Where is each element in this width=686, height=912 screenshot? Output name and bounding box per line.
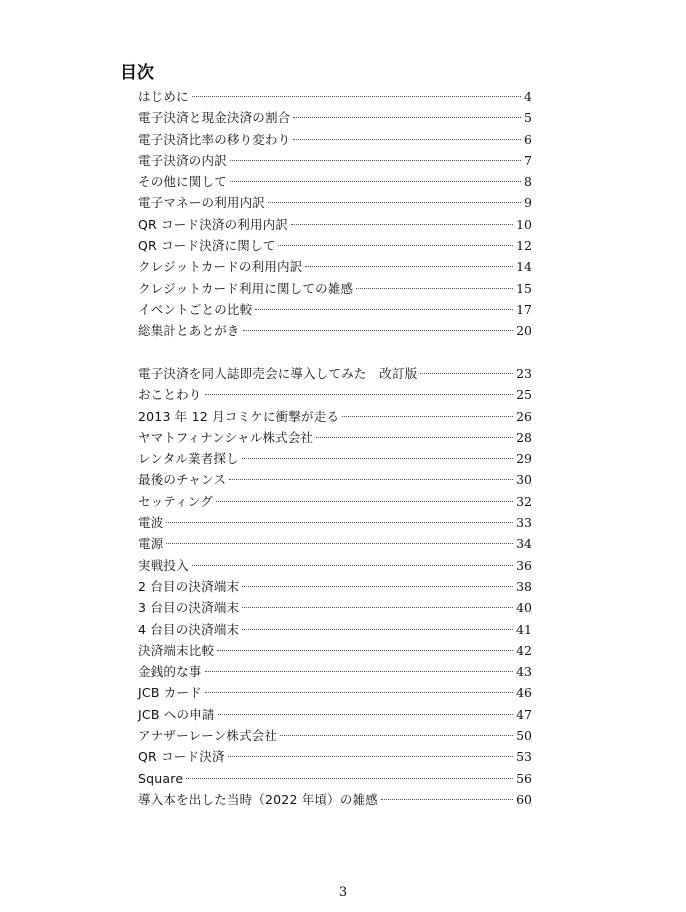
toc-entry-page: 8 (524, 174, 532, 190)
toc-leader-dots (293, 117, 521, 118)
toc-entry-label: JCB への申請 (138, 706, 215, 722)
toc-entry-page: 43 (516, 664, 532, 680)
toc-entry-label: ヤマトフィナンシャル株式会社 (138, 429, 314, 445)
toc-entry[interactable] (138, 469, 532, 490)
toc-leader-dots (205, 671, 514, 672)
toc-entry[interactable] (138, 427, 532, 448)
page-number: 3 (338, 885, 348, 900)
toc-entry-page: 46 (516, 685, 532, 701)
toc-leader-dots (342, 416, 513, 417)
toc-entry-page: 47 (516, 706, 532, 722)
toc-entry-page: 17 (516, 301, 532, 317)
toc-entry-page: 26 (516, 408, 532, 424)
toc-entry[interactable] (138, 192, 532, 213)
toc-leader-dots (192, 96, 521, 97)
toc-entry[interactable] (138, 299, 532, 320)
toc-entry-label: 電波 (138, 515, 164, 531)
toc-entry[interactable] (138, 107, 532, 128)
toc-entry-label: 最後のチャンス (138, 472, 227, 488)
toc-entry-page: 50 (516, 728, 532, 744)
toc-entry-label: 3 台目の決済端末 (138, 600, 240, 616)
toc-entry-label: 2013 年 12 月コミケに衝撃が走る (138, 408, 340, 424)
toc-entry[interactable] (138, 363, 532, 384)
toc-entry[interactable] (138, 150, 532, 171)
toc-entry-label: 電子決済の内訳 (138, 152, 227, 168)
toc-entry-page: 28 (516, 429, 532, 445)
toc-entry-label: はじめに (138, 89, 189, 104)
toc-leader-dots (316, 437, 513, 438)
toc-entry[interactable] (138, 725, 532, 746)
toc-leader-dots (242, 607, 513, 608)
toc-leader-dots (192, 565, 513, 566)
toc-entry[interactable] (138, 661, 532, 682)
toc-entry-page: 5 (524, 110, 532, 126)
toc-entry[interactable] (138, 746, 532, 767)
toc-entry[interactable] (138, 86, 532, 107)
toc-entry-page: 53 (516, 749, 532, 765)
toc-entry-label: JCB カード (138, 685, 202, 701)
toc-leader-dots (280, 735, 513, 736)
toc-leader-dots (278, 245, 513, 246)
toc-leader-dots (242, 629, 513, 630)
toc-entry[interactable] (138, 512, 532, 533)
toc-entry-label: Square (138, 770, 184, 786)
toc-entry-label: 電源 (138, 536, 164, 552)
toc-entry-label: セッティング (138, 493, 213, 509)
toc-entry-page: 36 (516, 557, 532, 573)
toc-entry-page: 25 (516, 387, 532, 403)
toc-leader-dots (291, 224, 513, 225)
toc-entry[interactable] (138, 129, 532, 150)
toc-entry-page: 10 (516, 216, 532, 232)
toc-entry[interactable] (138, 406, 532, 427)
toc-entry-label: 導入本を出した当時（2022 年頃）の雑感 (138, 791, 378, 807)
toc-entry-label: 総集計とあとがき (138, 323, 240, 339)
toc-entry-label: おことわり (138, 387, 202, 403)
toc-leader-dots (255, 309, 513, 310)
toc-entry-label: クレジットカード利用に関しての雑感 (138, 280, 354, 296)
toc-entry-label: クレジットカードの利用内訳 (138, 259, 303, 275)
toc-entry-page: 32 (516, 493, 532, 509)
toc-leader-dots (216, 501, 513, 502)
toc-entry[interactable] (138, 640, 532, 661)
toc-entry-label: 金銭的な事 (138, 664, 202, 680)
toc-title: 目次 (120, 63, 154, 83)
toc-entry[interactable] (138, 576, 532, 597)
toc-leader-dots (230, 160, 521, 161)
toc-entry-page: 6 (524, 131, 532, 147)
toc-entry-label: 実戦投入 (138, 557, 189, 573)
toc-entry[interactable] (138, 256, 532, 277)
toc-entry-page: 41 (516, 621, 532, 637)
toc-entry[interactable] (138, 235, 532, 256)
toc-entry-label: 電子マネーの利用内訳 (138, 195, 266, 211)
toc-entry-page: 34 (516, 536, 532, 552)
toc-leader-dots (228, 756, 513, 757)
toc-leader-dots (229, 479, 513, 480)
toc-leader-dots (230, 181, 521, 182)
toc-leader-dots (166, 522, 513, 523)
toc-leader-dots (218, 714, 514, 715)
toc-leader-dots (420, 373, 513, 374)
toc-entry-label: 電子決済を同人誌即売会に導入してみた 改訂版 (138, 366, 418, 381)
toc-entry[interactable] (138, 533, 532, 554)
toc-entry-page: 7 (524, 152, 532, 168)
toc-entry-label: 電子決済比率の移り変わり (138, 131, 291, 147)
toc-leader-dots (186, 778, 513, 779)
toc-entry-page: 12 (516, 238, 532, 254)
toc-entry-label: 決済端末比較 (138, 642, 215, 658)
toc-entry-label: 2 台目の決済端末 (138, 578, 240, 594)
toc-section-2 (138, 363, 532, 810)
toc-entry-page: 23 (516, 366, 532, 381)
toc-entry-page: 38 (516, 578, 532, 594)
toc-entry-label: QR コード決済の利用内訳 (138, 216, 289, 232)
toc-leader-dots (305, 266, 513, 267)
toc-entry-page: 29 (516, 451, 532, 467)
toc-entry-label: アナザーレーン株式会社 (138, 728, 278, 744)
toc-leader-dots (242, 458, 513, 459)
toc-entry-page: 15 (516, 280, 532, 296)
toc-entry-page: 56 (516, 770, 532, 786)
toc-entry-label: QR コード決済 (138, 749, 225, 765)
toc-leader-dots (356, 288, 513, 289)
toc-entry[interactable] (138, 278, 532, 299)
toc-entry[interactable] (138, 789, 532, 810)
toc-entry-page: 40 (516, 600, 532, 616)
toc-entry-label: QR コード決済に関して (138, 238, 276, 254)
toc-entry[interactable] (138, 619, 532, 640)
toc-entry-page: 20 (516, 323, 532, 339)
toc-leader-dots (205, 394, 514, 395)
toc-entry-label: 4 台目の決済端末 (138, 621, 240, 637)
toc-entry-page: 60 (516, 791, 532, 807)
toc-leader-dots (166, 543, 513, 544)
toc-entry-label: 電子決済と現金決済の割合 (138, 110, 291, 126)
toc-leader-dots (381, 799, 513, 800)
toc-entry-page: 42 (516, 642, 532, 658)
toc-entry[interactable] (138, 555, 532, 576)
toc-entry[interactable] (138, 214, 532, 235)
toc-section-1 (138, 86, 532, 342)
toc-entry[interactable] (138, 768, 532, 789)
toc-entry-label: その他に関して (138, 174, 227, 190)
toc-entry[interactable] (138, 320, 532, 341)
toc-leader-dots (205, 692, 513, 693)
toc-leader-dots (268, 202, 521, 203)
toc-entry-page: 33 (516, 515, 532, 531)
toc-entry[interactable] (138, 704, 532, 725)
toc-entry[interactable] (138, 384, 532, 405)
toc-entry[interactable] (138, 171, 532, 192)
toc-leader-dots (243, 330, 513, 331)
toc-entry[interactable] (138, 597, 532, 618)
toc-entry-page: 30 (516, 472, 532, 488)
toc-leader-dots (242, 586, 513, 587)
toc-entry-page: 14 (516, 259, 532, 275)
toc-entry-label: レンタル業者探し (138, 451, 239, 467)
toc-leader-dots (293, 139, 521, 140)
toc-leader-dots (217, 650, 513, 651)
toc-entry-label: イベントごとの比較 (138, 301, 253, 317)
toc-entry[interactable] (138, 448, 532, 469)
toc-entry[interactable] (138, 491, 532, 512)
toc-entry[interactable] (138, 682, 532, 703)
toc-entry-page: 9 (524, 195, 532, 211)
toc-entry-page: 4 (524, 89, 532, 104)
